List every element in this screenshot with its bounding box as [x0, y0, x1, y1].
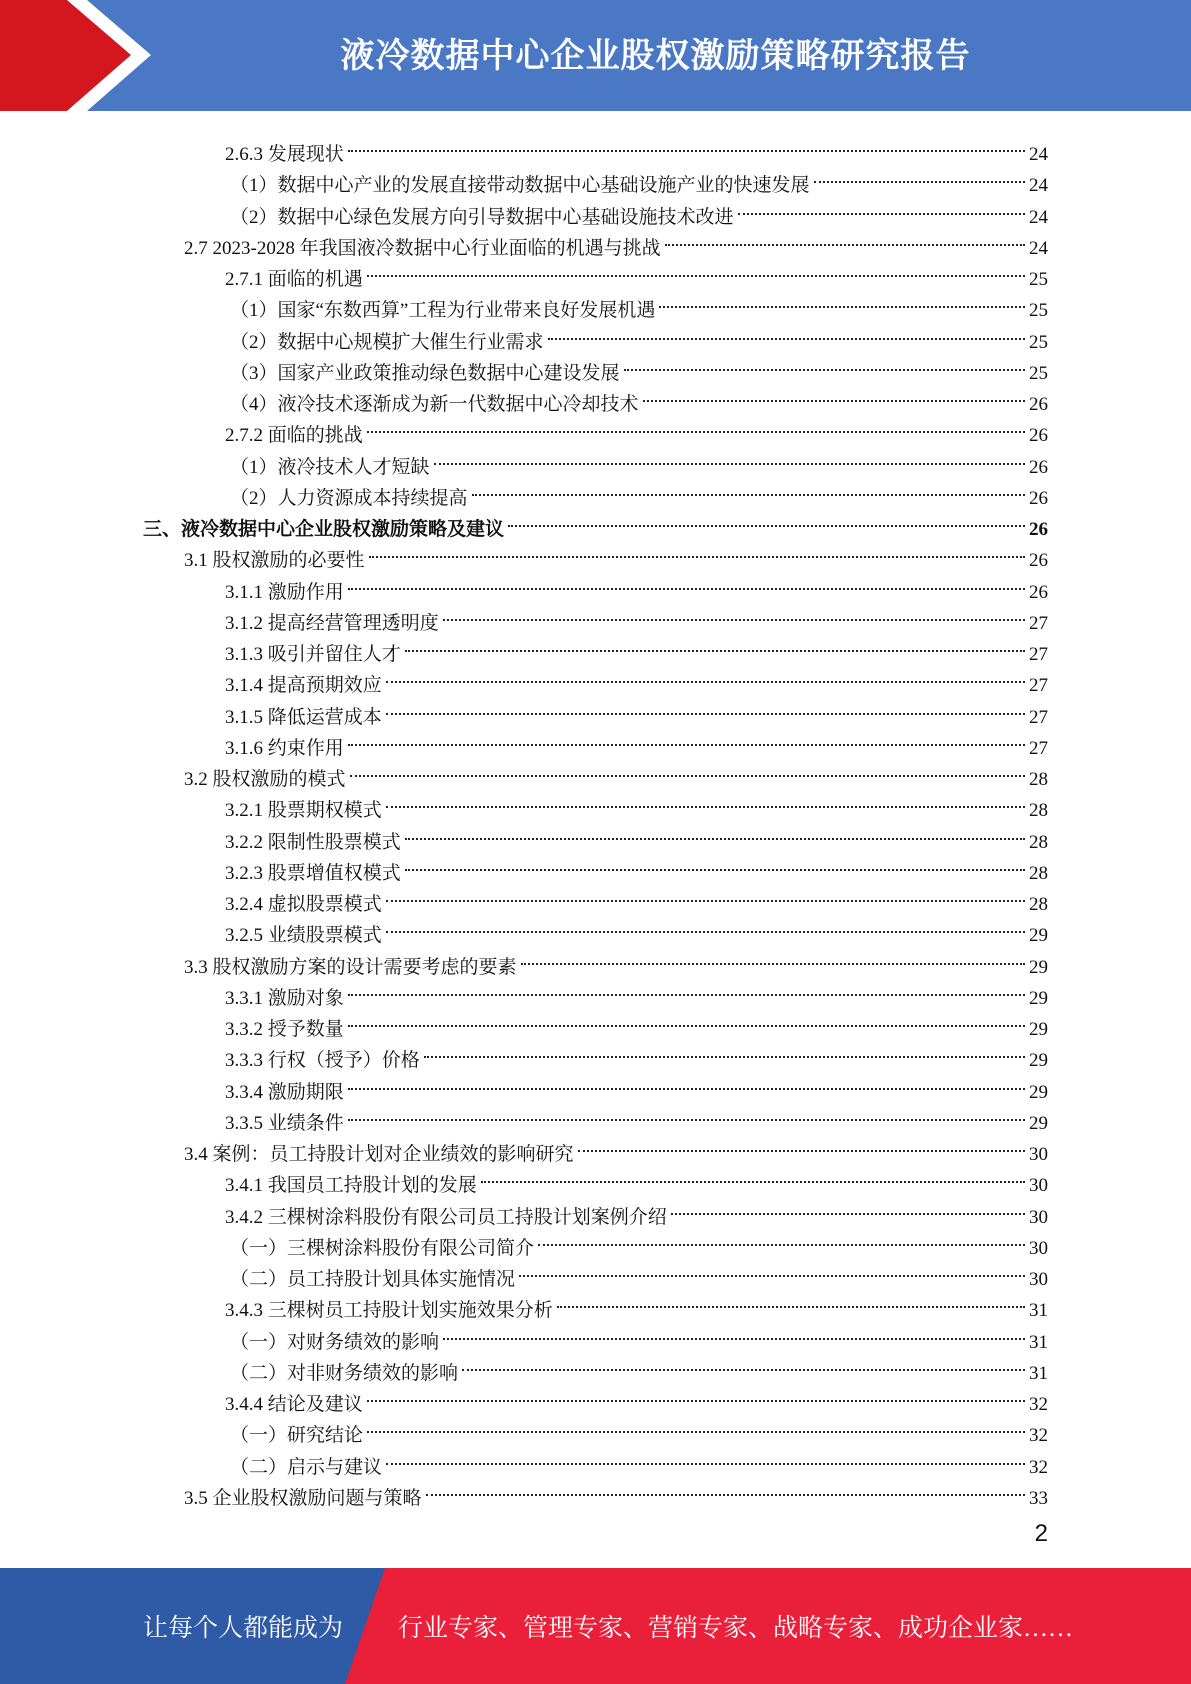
toc-entry-label: 3.4.3 三棵树员工持股计划实施效果分析	[225, 1300, 553, 1322]
toc-dot-leader	[426, 1463, 1025, 1496]
toc-entry-label: 2.7.2 面临的挑战	[225, 425, 363, 447]
toc-entry-page: 28	[1029, 831, 1048, 853]
toc-entry-label: （1）液冷技术人才短缺	[230, 456, 430, 478]
toc-entry-page: 29	[1029, 1081, 1048, 1103]
toc-entry-page: 27	[1029, 675, 1048, 697]
toc-entry-page: 26	[1029, 550, 1048, 572]
toc-entry-label: 3.2.4 虚拟股票模式	[225, 894, 382, 915]
toc-entry-page: 25	[1029, 362, 1048, 384]
toc-entry-page: 28	[1029, 862, 1048, 884]
toc-dot-leader	[367, 400, 1025, 433]
toc-dot-leader	[624, 338, 1025, 371]
toc-dot-leader	[367, 1369, 1025, 1402]
toc-entry-page: 30	[1029, 1175, 1048, 1197]
footer-slogan-left: 让每个人都能成为	[143, 1615, 344, 1642]
toc-dot-leader	[386, 1432, 1025, 1465]
toc-dot-leader	[386, 682, 1025, 715]
toc-entry-page: 32	[1029, 1394, 1048, 1415]
toc-dot-leader	[548, 307, 1025, 340]
toc-entry-label: 3.2.2 限制性股票模式	[225, 831, 401, 853]
toc-dot-leader	[519, 1244, 1025, 1277]
toc-dot-leader	[348, 1057, 1025, 1090]
toc-dot-leader	[508, 494, 1025, 527]
toc-entry-page: 26	[1029, 456, 1048, 478]
toc-entry-label: 3.4.4 结论及建议	[225, 1394, 363, 1415]
toc-entry-label: （4）液冷技术逐渐成为新一代数据中心冷却技术	[230, 394, 639, 415]
toc-entry-page: 32	[1029, 1456, 1048, 1478]
toc-entry-label: （二）对非财务绩效的影响	[230, 1362, 459, 1384]
toc-entry-page: 24	[1029, 206, 1048, 228]
toc-entry-label: 3.1.1 激励作用	[225, 581, 344, 603]
toc-dot-leader	[348, 557, 1025, 590]
toc-entry-page: 26	[1029, 487, 1048, 509]
toc-entry-label: （2）人力资源成本持续提高	[230, 487, 468, 509]
toc-entry-page: 30	[1029, 1237, 1048, 1259]
toc-dot-leader	[671, 1182, 1025, 1215]
toc-entry-label: （二）员工持股计划具体实施情况	[230, 1269, 516, 1290]
toc-entry-label: 3.3.3 行权（授予）价格	[225, 1050, 420, 1072]
toc-entry-page: 29	[1029, 956, 1048, 978]
toc-entry-page: 25	[1029, 300, 1048, 322]
toc-entry-page: 24	[1029, 144, 1048, 165]
toc-entry-page: 31	[1029, 1362, 1048, 1384]
toc-dot-leader	[443, 588, 1025, 621]
toc-entry-label: 3.1.5 降低运营成本	[225, 706, 382, 728]
toc-dot-leader	[350, 744, 1025, 777]
toc-entry-page: 26	[1029, 581, 1048, 603]
toc-entry-label: 2.6.3 发展现状	[225, 144, 344, 165]
toc-entry-label: 3.1.4 提高预期效应	[225, 675, 382, 697]
toc-entry-page: 27	[1029, 644, 1048, 665]
toc-entry-label: 3.3.4 激励期限	[225, 1081, 344, 1103]
toc-entry-label: （一）对财务绩效的影响	[230, 1331, 440, 1353]
toc-entry-page: 24	[1029, 175, 1048, 197]
toc-entry-label: 3.1 股权激励的必要性	[184, 550, 365, 572]
toc-dot-leader	[386, 775, 1025, 808]
toc-entry-page: 28	[1029, 800, 1048, 822]
toc-entry-label: 2.7.1 面临的机遇	[225, 269, 363, 290]
toc-entry-label: 3.3.1 激励对象	[225, 987, 344, 1009]
toc-entry-page: 29	[1029, 1019, 1048, 1040]
toc-dot-leader	[405, 619, 1025, 652]
toc-entry-page: 27	[1029, 737, 1048, 759]
toc-dot-leader	[659, 275, 1025, 308]
red-arrow-decoration	[0, 0, 150, 111]
toc-entry-page: 26	[1029, 394, 1048, 415]
toc-dot-leader	[369, 525, 1025, 558]
toc-entry-label: （3）国家产业政策推动绿色数据中心建设发展	[230, 362, 620, 384]
toc-dot-leader	[472, 463, 1025, 496]
toc-entry-page: 29	[1029, 1050, 1048, 1072]
toc-dot-leader	[738, 182, 1025, 215]
toc-dot-leader	[405, 838, 1025, 871]
toc-dot-leader	[367, 244, 1025, 277]
toc-dot-leader	[405, 807, 1025, 840]
toc-dot-leader	[538, 1213, 1025, 1246]
toc-entry-page: 26	[1029, 519, 1048, 540]
footer-slogan-right: 行业专家、管理专家、营销专家、战略专家、成功企业家……	[398, 1615, 1074, 1642]
page-number: 2	[1034, 1520, 1048, 1547]
toc-entry-page: 33	[1029, 1487, 1048, 1509]
toc-dot-leader	[814, 150, 1025, 183]
toc-dot-leader	[521, 932, 1025, 965]
toc-dot-leader	[665, 213, 1025, 246]
toc-entry-label: （一）三棵树涂料股份有限公司简介	[230, 1237, 535, 1259]
toc-entry-label: 3.3.2 授予数量	[225, 1019, 344, 1040]
toc-entry-label: 3.4 案例：员工持股计划对企业绩效的影响研究	[184, 1144, 574, 1165]
toc-dot-leader	[557, 1275, 1025, 1308]
toc-entry-label: （2）数据中心绿色发展方向引导数据中心基础设施技术改进	[230, 206, 734, 228]
toc-entry-label: 3.5 企业股权激励问题与策略	[184, 1487, 422, 1509]
toc-entry-page: 30	[1029, 1269, 1048, 1290]
toc-dot-leader	[386, 869, 1025, 902]
toc-dot-leader	[367, 1400, 1025, 1433]
footer-banner	[0, 1568, 1191, 1684]
toc-dot-leader	[348, 119, 1025, 152]
toc-entry-page: 30	[1029, 1144, 1048, 1165]
toc-dot-leader	[434, 432, 1025, 465]
toc-entry-label: 2.7 2023-2028 年我国液冷数据中心行业面临的机遇与挑战	[184, 237, 661, 259]
toc-entry-label: 3.1.3 吸引并留住人才	[225, 644, 401, 665]
toc-dot-leader	[578, 1119, 1025, 1152]
toc-entry[interactable]	[184, 1471, 1048, 1509]
toc-entry-label: 三、液冷数据中心企业股权激励策略及建议	[143, 519, 505, 540]
report-title: 液冷数据中心企业股权激励策略研究报告	[340, 35, 971, 76]
toc-dot-leader	[481, 1150, 1025, 1183]
toc-entry-page: 28	[1029, 769, 1048, 790]
toc-dot-leader	[386, 650, 1025, 683]
toc-entry-page: 29	[1029, 1112, 1048, 1134]
toc-entry-page: 31	[1029, 1331, 1048, 1353]
toc-entry-page: 31	[1029, 1300, 1048, 1322]
toc-entry-page: 27	[1029, 706, 1048, 728]
toc-entry-page: 27	[1029, 612, 1048, 634]
toc-dot-leader	[348, 713, 1025, 746]
toc-dot-leader	[443, 1307, 1025, 1340]
toc-entry-page: 32	[1029, 1425, 1048, 1447]
toc-dot-leader	[386, 900, 1025, 933]
toc-entry-label: 3.2.1 股票期权模式	[225, 800, 382, 822]
toc-entry-page: 25	[1029, 269, 1048, 290]
toc-entry-label: 3.3.5 业绩条件	[225, 1112, 344, 1134]
toc-entry-label: 3.4.2 三棵树涂料股份有限公司员工持股计划案例介绍	[225, 1206, 667, 1228]
toc-entry-label: 3.2.3 股票增值权模式	[225, 862, 401, 884]
toc-entry-page: 28	[1029, 894, 1048, 915]
toc-entry-page: 29	[1029, 987, 1048, 1009]
toc-entry-label: 3.3 股权激励方案的设计需要考虑的要素	[184, 956, 517, 978]
toc-entry-label: （1）国家“东数西算”工程为行业带来良好发展机遇	[230, 300, 656, 322]
toc-dot-leader	[348, 994, 1025, 1027]
toc-entry-page: 29	[1029, 925, 1048, 947]
toc-dot-leader	[643, 369, 1025, 402]
toc-entry-page: 26	[1029, 425, 1048, 447]
toc-dot-leader	[462, 1338, 1025, 1371]
toc-entry-label: 3.2 股权激励的模式	[184, 769, 346, 790]
toc-entry-label: （1）数据中心产业的发展直接带动数据中心基础设施产业的快速发展	[230, 175, 810, 197]
toc-entry-label: （2）数据中心规模扩大催生行业需求	[230, 331, 544, 353]
toc-entry-page: 30	[1029, 1206, 1048, 1228]
toc-entry-label: （二）启示与建议	[230, 1456, 383, 1478]
toc-entry-label: 3.1.6 约束作用	[225, 737, 344, 759]
toc-dot-leader	[424, 1025, 1025, 1058]
toc-entry-page: 25	[1029, 331, 1048, 353]
toc-entry-label: （一）研究结论	[230, 1425, 364, 1447]
toc-dot-leader	[348, 1088, 1025, 1121]
toc-entry-page: 24	[1029, 237, 1048, 259]
toc-entry-label: 3.4.1 我国员工持股计划的发展	[225, 1175, 477, 1197]
header-banner	[0, 0, 1191, 111]
toc-entry-label: 3.1.2 提高经营管理透明度	[225, 612, 439, 634]
toc-dot-leader	[348, 963, 1025, 996]
toc-entry-label: 3.2.5 业绩股票模式	[225, 925, 382, 947]
